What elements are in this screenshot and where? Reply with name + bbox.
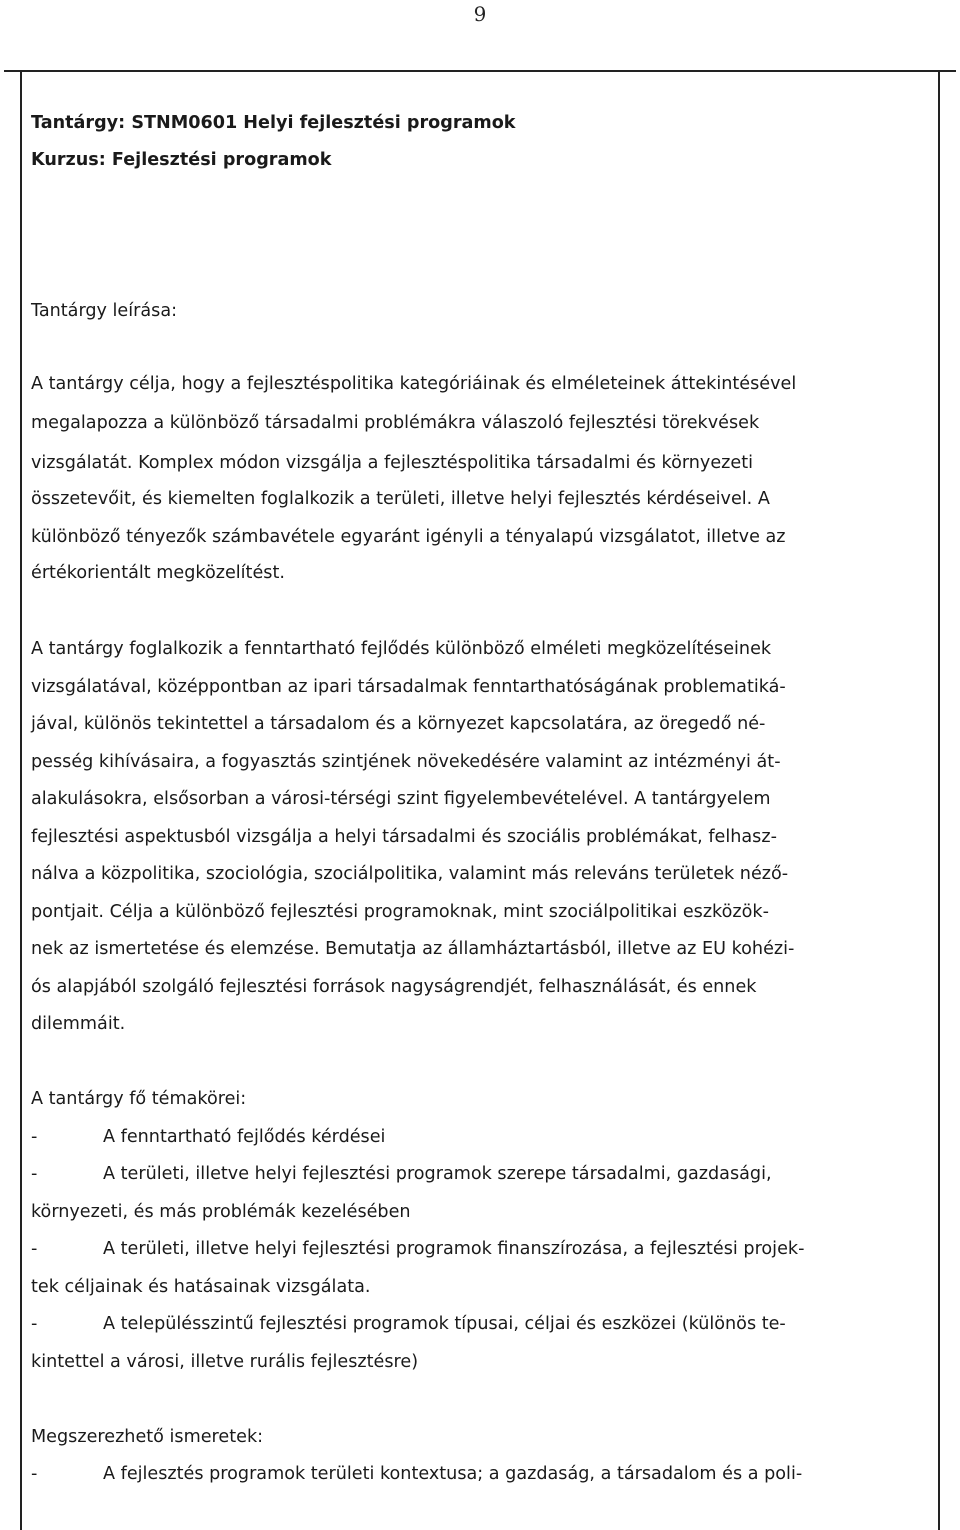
paragraph1-line: A tantárgy célja, hogy a fejlesztéspolitika kategóriáinak és elméleteinek áttekintésével: [31, 374, 797, 394]
page-number: 9: [473, 2, 487, 26]
paragraph2-line: ós alapjából szolgáló fejlesztési források nagyságrendjét, felhasználását, és ennek: [31, 977, 757, 997]
paragraph2-line: fejlesztési aspektusból vizsgálja a helyi társadalmi és szociális problémákat, felhasz-: [31, 827, 777, 847]
topic-continuation: környezeti, és más problémák kezelésében: [31, 1202, 411, 1222]
paragraph2-line: alakulásokra, elsősorban a városi-térségi szint figyelembevételével. A tantárgyelem: [31, 789, 771, 809]
topic-item: [31, 1162, 772, 1186]
dash-bullet: -: [31, 1164, 38, 1184]
topic-continuation: kintettel a városi, illetve rurális fejlesztésre): [31, 1352, 419, 1372]
dash-bullet: -: [31, 1314, 38, 1334]
topic-continuation: tek céljainak és hatásainak vizsgálata.: [31, 1277, 371, 1297]
paragraph1-line: különböző tényezők számbavétele egyaránt igényli a tényalapú vizsgálatot, illetve az: [31, 527, 786, 547]
topic-text: A területi, illetve helyi fejlesztési programok szerepe társadalmi, gazdasági,: [103, 1164, 772, 1184]
paragraph2-line: vizsgálatával, középpontban az ipari társadalmak fenntarthatóságának problematiká-: [31, 677, 786, 697]
subject-title: Tantárgy: STNM0601 Helyi fejlesztési programok: [31, 113, 516, 133]
paragraph1-line: összetevőit, és kiemelten foglalkozik a területi, illetve helyi fejlesztés kérdéseivel. A: [31, 489, 770, 509]
topic-item: [31, 1312, 786, 1336]
course-title: Kurzus: Fejlesztési programok: [31, 150, 332, 170]
dash-bullet: -: [31, 1239, 38, 1259]
paragraph1-line: vizsgálatát. Komplex módon vizsgálja a fejlesztéspolitika társadalmi és környezeti: [31, 453, 754, 473]
topic-item: [31, 1237, 804, 1261]
topic-text: A területi, illetve helyi fejlesztési programok finanszírozása, a fejlesztési projek-: [103, 1239, 805, 1259]
topic-item: [31, 1125, 385, 1149]
dash-bullet: -: [31, 1127, 38, 1147]
paragraph2-line: jával, különös tekintettel a társadalom és a környezet kapcsolatára, az öregedő né-: [31, 714, 766, 734]
paragraph2-line: dilemmáit.: [31, 1014, 126, 1034]
paragraph2-line: nálva a közpolitika, szociológia, szociálpolitika, valamint más releváns területek néző-: [31, 864, 789, 884]
topic-text: A fenntartható fejlődés kérdései: [103, 1127, 386, 1147]
paragraph1-line: megalapozza a különböző társadalmi problémákra válaszoló fejlesztési törekvések: [31, 413, 760, 433]
knowledge-item: [31, 1462, 802, 1486]
frame-tick-right: [938, 70, 956, 72]
paragraph1-line: értékorientált megközelítést.: [31, 563, 285, 583]
paragraph2-line: pesség kihívásaira, a fogyasztás szintjének növekedésére valamint az intézményi át-: [31, 752, 781, 772]
knowledge-text: A fejlesztés programok területi kontextusa; a gazdaság, a társadalom és a poli-: [103, 1464, 803, 1484]
paragraph2-line: nek az ismertetése és elemzése. Bemutatja az államháztartásból, illetve az EU kohézi-: [31, 939, 795, 959]
knowledge-heading: Megszerezhető ismeretek:: [31, 1427, 264, 1447]
topic-text: A településszintű fejlesztési programok típusai, céljai és eszközei (különös te-: [103, 1314, 786, 1334]
paragraph2-line: pontjait. Célja a különböző fejlesztési programoknak, mint szociálpolitikai eszközök-: [31, 902, 769, 922]
paragraph2-line: A tantárgy foglalkozik a fenntartható fejlődés különböző elméleti megközelítéseinek: [31, 639, 772, 659]
topics-heading: A tantárgy fő témakörei:: [31, 1089, 247, 1109]
dash-bullet: -: [31, 1464, 38, 1484]
description-heading: Tantárgy leírása:: [31, 301, 178, 321]
